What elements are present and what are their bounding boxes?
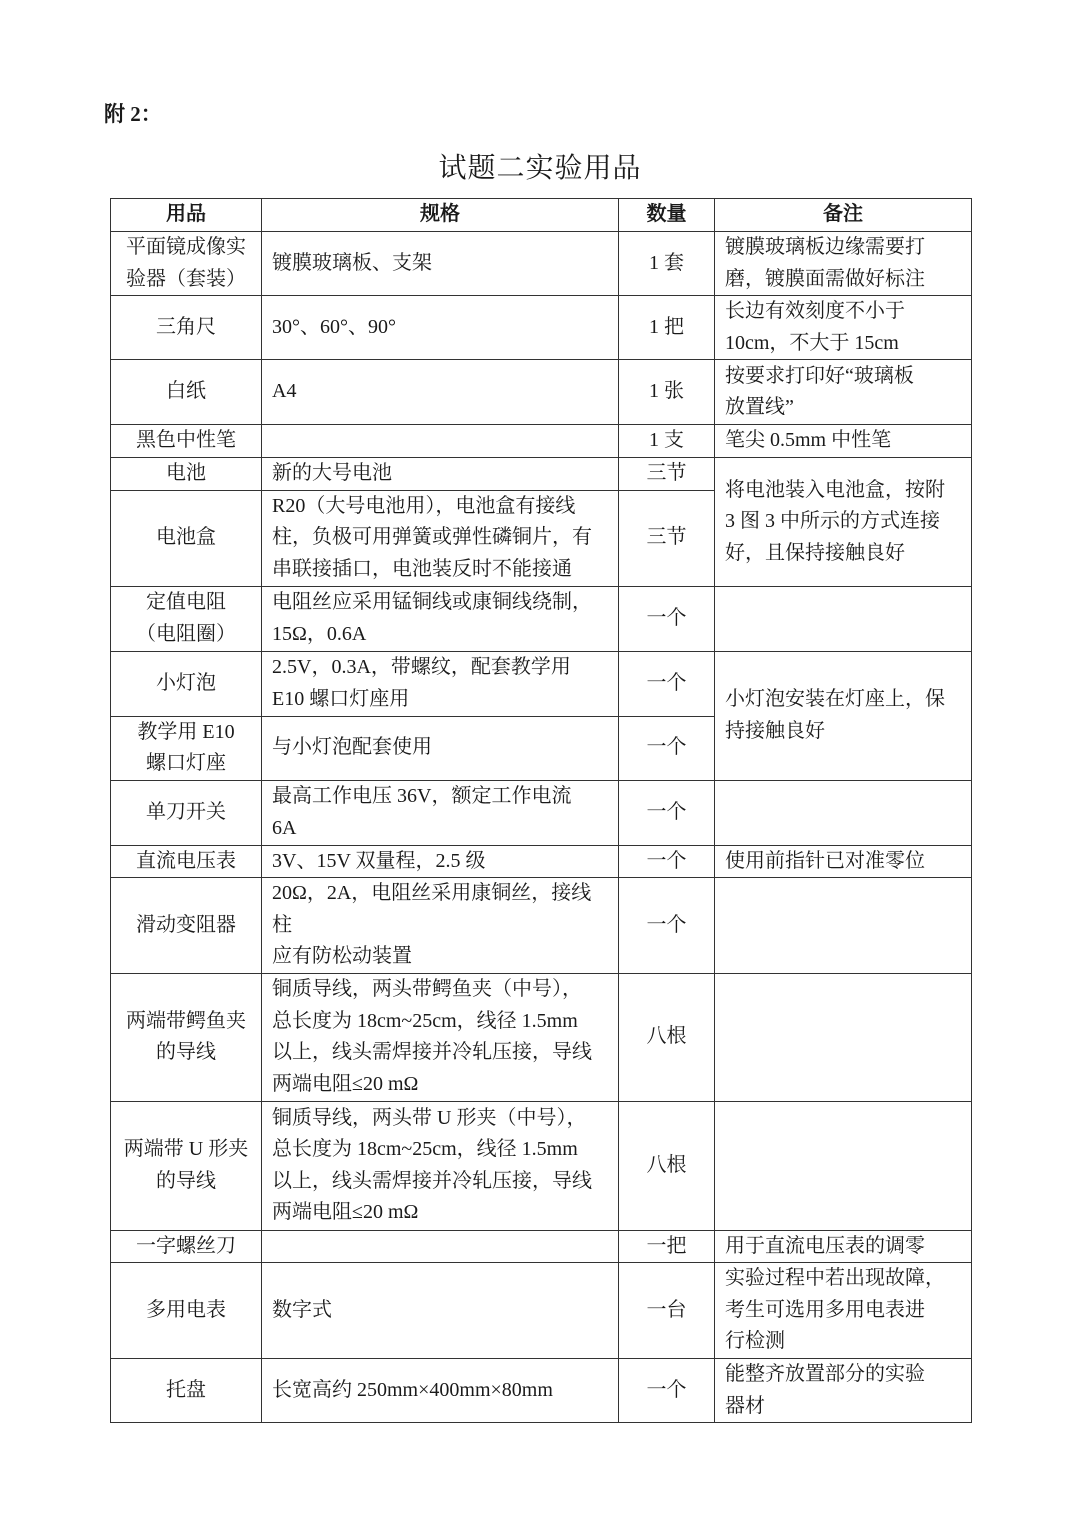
table-row (111, 1359, 972, 1423)
quantity-cell: 一个 (619, 586, 715, 651)
quantity-cell: 一个 (619, 651, 715, 716)
quantity-cell: 一把 (619, 1230, 715, 1263)
note-cell (715, 586, 972, 651)
spec-cell: 长宽高约 250mm×400mm×80mm (262, 1359, 619, 1423)
table-header-row (111, 199, 972, 232)
spec-cell: 镀膜玻璃板、支架 (262, 232, 619, 296)
header-qty: 数量 (619, 199, 715, 232)
table-row (111, 1230, 972, 1263)
item-cell: 白纸 (111, 360, 262, 425)
item-cell: 托盘 (111, 1359, 262, 1423)
item-cell: 多用电表 (111, 1263, 262, 1359)
table-row (111, 845, 972, 878)
note-cell: 使用前指针已对准零位 (715, 845, 972, 878)
quantity-cell: 1 张 (619, 360, 715, 425)
item-cell: 单刀开关 (111, 780, 262, 845)
spec-cell: 30°、60°、90° (262, 296, 619, 360)
item-cell: 教学用 E10 螺口灯座 (111, 716, 262, 780)
item-cell: 三角尺 (111, 296, 262, 360)
item-cell: 直流电压表 (111, 845, 262, 878)
item-cell: 两端带鳄鱼夹 的导线 (111, 973, 262, 1101)
quantity-cell: 1 套 (619, 232, 715, 296)
quantity-cell: 八根 (619, 973, 715, 1101)
spec-cell: R20（大号电池用），电池盒有接线 柱，负极可用弹簧或弹性磷铜片，有 串联接插口，电池装反时不能接通 (262, 490, 619, 586)
header-spec: 规格 (262, 199, 619, 232)
table-row (111, 780, 972, 845)
note-cell: 能整齐放置部分的实验 器材 (715, 1359, 972, 1423)
spec-cell (262, 1230, 619, 1263)
table-row (111, 360, 972, 425)
spec-cell (262, 425, 619, 458)
table-row (111, 296, 972, 360)
quantity-cell: 一个 (619, 1359, 715, 1423)
quantity-cell: 一个 (619, 845, 715, 878)
quantity-cell: 1 支 (619, 425, 715, 458)
spec-cell: 数字式 (262, 1263, 619, 1359)
note-cell: 镀膜玻璃板边缘需要打 磨，镀膜面需做好标注 (715, 232, 972, 296)
item-cell: 电池盒 (111, 490, 262, 586)
spec-cell: 3V、15V 双量程，2.5 级 (262, 845, 619, 878)
quantity-cell: 一个 (619, 878, 715, 974)
note-cell: 实验过程中若出现故障， 考生可选用多用电表进 行检测 (715, 1263, 972, 1359)
item-cell: 一字螺丝刀 (111, 1230, 262, 1263)
item-cell: 平面镜成像实 验器（套装） (111, 232, 262, 296)
note-cell (715, 780, 972, 845)
spec-cell: 新的大号电池 (262, 458, 619, 491)
table-row (111, 425, 972, 458)
quantity-cell: 1 把 (619, 296, 715, 360)
table-row (111, 878, 972, 974)
item-cell: 滑动变阻器 (111, 878, 262, 974)
table-row (111, 232, 972, 296)
spec-cell: 与小灯泡配套使用 (262, 716, 619, 780)
attachment-label: 附 2： (104, 102, 162, 126)
table-row (111, 458, 972, 491)
note-cell: 将电池装入电池盒，按附 3 图 3 中所示的方式连接 好，且保持接触良好 (715, 458, 972, 587)
table-row (111, 651, 972, 716)
note-cell (715, 878, 972, 974)
note-cell: 长边有效刻度不小于 10cm，不大于 15cm (715, 296, 972, 360)
table-row (111, 586, 972, 651)
note-cell: 笔尖 0.5mm 中性笔 (715, 425, 972, 458)
spec-cell: 20Ω，2A，电阻丝采用康铜丝，接线柱 应有防松动装置 (262, 878, 619, 974)
item-cell: 定值电阻 （电阻圈） (111, 586, 262, 651)
spec-cell: 最高工作电压 36V，额定工作电流 6A (262, 780, 619, 845)
note-cell: 用于直流电压表的调零 (715, 1230, 972, 1263)
spec-cell: 电阻丝应采用锰铜线或康铜线绕制， 15Ω，0.6A (262, 586, 619, 651)
table-row (111, 973, 972, 1101)
table-row (111, 1101, 972, 1230)
header-item: 用品 (111, 199, 262, 232)
quantity-cell: 三节 (619, 490, 715, 586)
note-cell: 按要求打印好“玻璃板 放置线” (715, 360, 972, 425)
supplies-table (110, 198, 972, 1423)
quantity-cell: 一个 (619, 780, 715, 845)
spec-cell: 铜质导线，两头带 U 形夹（中号）， 总长度为 18cm~25cm，线径 1.5mm 以上，线头需焊接并冷轧压接，导线 两端电阻≤20 mΩ (262, 1101, 619, 1230)
spec-cell: 2.5V，0.3A，带螺纹，配套教学用 E10 螺口灯座用 (262, 651, 619, 716)
note-cell: 小灯泡安装在灯座上，保 持接触良好 (715, 651, 972, 780)
table-row (111, 1263, 972, 1359)
spec-cell: A4 (262, 360, 619, 425)
header-note: 备注 (715, 199, 972, 232)
document-title: 试题二实验用品 (438, 153, 642, 184)
item-cell: 黑色中性笔 (111, 425, 262, 458)
item-cell: 两端带 U 形夹 的导线 (111, 1101, 262, 1230)
quantity-cell: 三节 (619, 458, 715, 491)
note-cell (715, 973, 972, 1101)
quantity-cell: 一个 (619, 716, 715, 780)
spec-cell: 铜质导线，两头带鳄鱼夹（中号）， 总长度为 18cm~25cm，线径 1.5mm 以上，线头需焊接并冷轧压接，导线 两端电阻≤20 mΩ (262, 973, 619, 1101)
quantity-cell: 一台 (619, 1263, 715, 1359)
item-cell: 小灯泡 (111, 651, 262, 716)
quantity-cell: 八根 (619, 1101, 715, 1230)
note-cell (715, 1101, 972, 1230)
item-cell: 电池 (111, 458, 262, 491)
